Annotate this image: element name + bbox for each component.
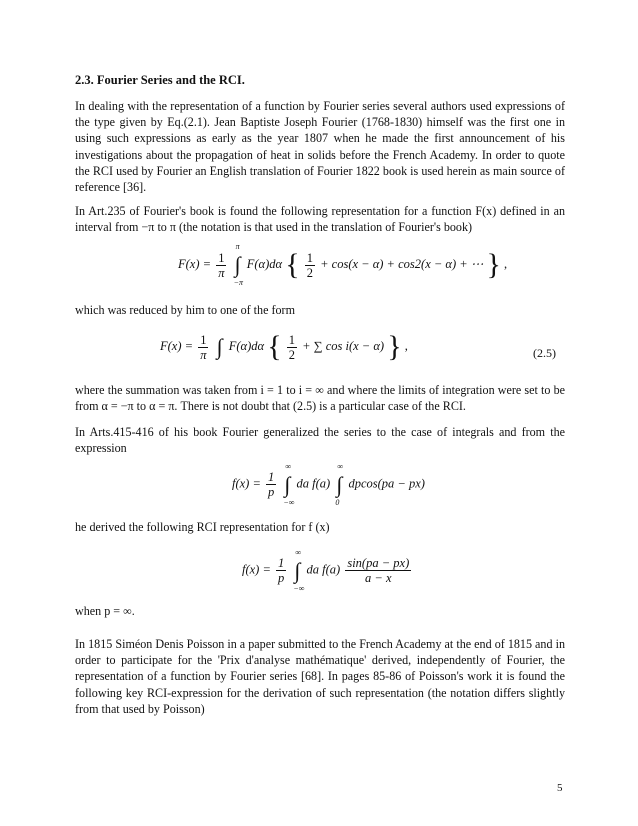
eq1-series: + cos(x − α) + cos2(x − α) + ⋯ xyxy=(320,256,484,271)
paragraph-reduced: which was reduced by him to one of the form xyxy=(75,303,295,317)
eq2-frac-num: 1 xyxy=(200,332,207,347)
eq1-integral-sign: ∫ π −π xyxy=(233,242,243,287)
eq1-frac-den: π xyxy=(218,265,225,280)
eq4-int-lower: −∞ xyxy=(293,583,305,593)
equation-1 xyxy=(178,242,508,287)
eq3-fraction xyxy=(266,470,276,499)
page-number: 5 xyxy=(557,782,563,794)
eq3-tail: dpcos(pa − px) xyxy=(348,476,425,491)
eq1-left-brace: { xyxy=(285,248,300,281)
eq2-frac-den: π xyxy=(200,347,207,362)
eq3-integral-1: ∫ ∞ −∞ xyxy=(283,461,295,507)
paragraph-when: when p = ∞. xyxy=(75,604,135,618)
eq3-int1-lower: −∞ xyxy=(283,497,295,507)
eq1-frac-num: 1 xyxy=(218,250,225,265)
eq3-int2-lower: 0 xyxy=(335,497,340,507)
eq1-inner-num: 1 xyxy=(306,250,313,265)
eq1-lhs: F(x) = xyxy=(178,256,212,271)
eq1-int-upper: π xyxy=(235,242,240,251)
eq2-series: + ∑ cos i(x − α) xyxy=(302,338,385,353)
paragraph-derived: he derived the following RCI representation for f (x) xyxy=(75,520,330,534)
eq1-right-brace: } xyxy=(486,248,501,281)
eq1-inner-den: 2 xyxy=(306,265,313,280)
section-heading: 2.3. Fourier Series and the RCI. xyxy=(75,73,245,87)
eq4-lhs: f(x) = xyxy=(242,562,271,577)
eq4-frac-num: 1 xyxy=(278,556,285,570)
eq3-lhs: f(x) = xyxy=(232,476,261,491)
eq2-lhs: F(x) = xyxy=(160,338,194,353)
eq2-left-brace: { xyxy=(267,330,282,363)
eq4-rhs-den: a − x xyxy=(345,570,411,585)
eq1-tail: , xyxy=(504,256,508,271)
equation-4 xyxy=(242,547,413,593)
eq4-rhs-fraction xyxy=(345,556,411,585)
paragraph-art235: In Art.235 of Fourier's book is found the following representation for a function F(x) defined in an interval from −π to π (the notation is that used in the translation of Fourier's book) xyxy=(75,204,565,235)
eq3-frac-den: p xyxy=(268,485,275,499)
eq2-inner-den: 2 xyxy=(288,347,295,362)
eq3-frac-num: 1 xyxy=(268,470,275,484)
equation-2-5 xyxy=(160,332,408,362)
eq2-inner-num: 1 xyxy=(288,332,295,347)
eq2-right-brace: } xyxy=(387,330,402,363)
equation-number: (2.5) xyxy=(533,346,556,360)
eq1-fraction xyxy=(216,251,226,280)
eq4-rhs-num: sin(pa − px) xyxy=(347,556,410,570)
eq2-integrand: F(α)dα xyxy=(228,338,265,353)
paragraph-summation: where the summation was taken from i = 1 to i = ∞ and where the limits of integration were set to be from α = −π to α = π. There is not doubt that (2.5) is a particular case of the RCI. xyxy=(75,383,565,414)
eq4-fraction xyxy=(276,556,286,585)
eq4-int-upper: ∞ xyxy=(295,547,302,557)
eq1-integrand: F(α)dα xyxy=(246,256,283,271)
eq2-fraction xyxy=(198,333,208,362)
eq2-inner-fraction xyxy=(287,333,297,362)
eq4-frac-den: p xyxy=(278,571,285,585)
paragraph-poisson: In 1815 Siméon Denis Poisson in a paper submitted to the French Academy at the end of 1815 and in order to participate for the 'Prix d'analyse mathématique' derived, independently of Fourier, the representation of a function by Fourier series [68]. In pages 85-86 of Poisson's work it is found the following key RCI-expression for the derivation of such representation (the notation differs slightly from that used by Poisson) xyxy=(75,637,565,716)
eq3-integral-2: ∫ ∞ 0 xyxy=(335,461,344,507)
eq3-mid: da f(a) xyxy=(296,476,331,491)
eq2-integral-sign: ∫ xyxy=(216,334,223,359)
eq4-integral-sign: ∫ ∞ −∞ xyxy=(293,547,305,593)
eq3-int1-upper: ∞ xyxy=(285,461,292,471)
eq3-int2-upper: ∞ xyxy=(337,461,344,471)
paragraph-arts415: In Arts.415-416 of his book Fourier generalized the series to the case of integrals and from the expression xyxy=(75,425,565,456)
eq1-inner-fraction xyxy=(305,251,315,280)
eq4-mid: da f(a) xyxy=(306,562,341,577)
paragraph-intro: In dealing with the representation of a function by Fourier series several authors used expressions of the type given by Eq.(2.1). Jean Baptiste Joseph Fourier (1768-1830) himself was the first one in using such expressions as early as the year 1807 when he made the first announcement of his investigations about the propagation of heat in solids before the French Academy. In order to quote the RCI used by Fourier an English translation of Fourier 1822 book is used herein as main source of reference [36]. xyxy=(75,99,565,195)
equation-3 xyxy=(232,461,425,507)
eq2-tail: , xyxy=(404,338,408,353)
eq1-int-lower: −π xyxy=(233,278,243,287)
